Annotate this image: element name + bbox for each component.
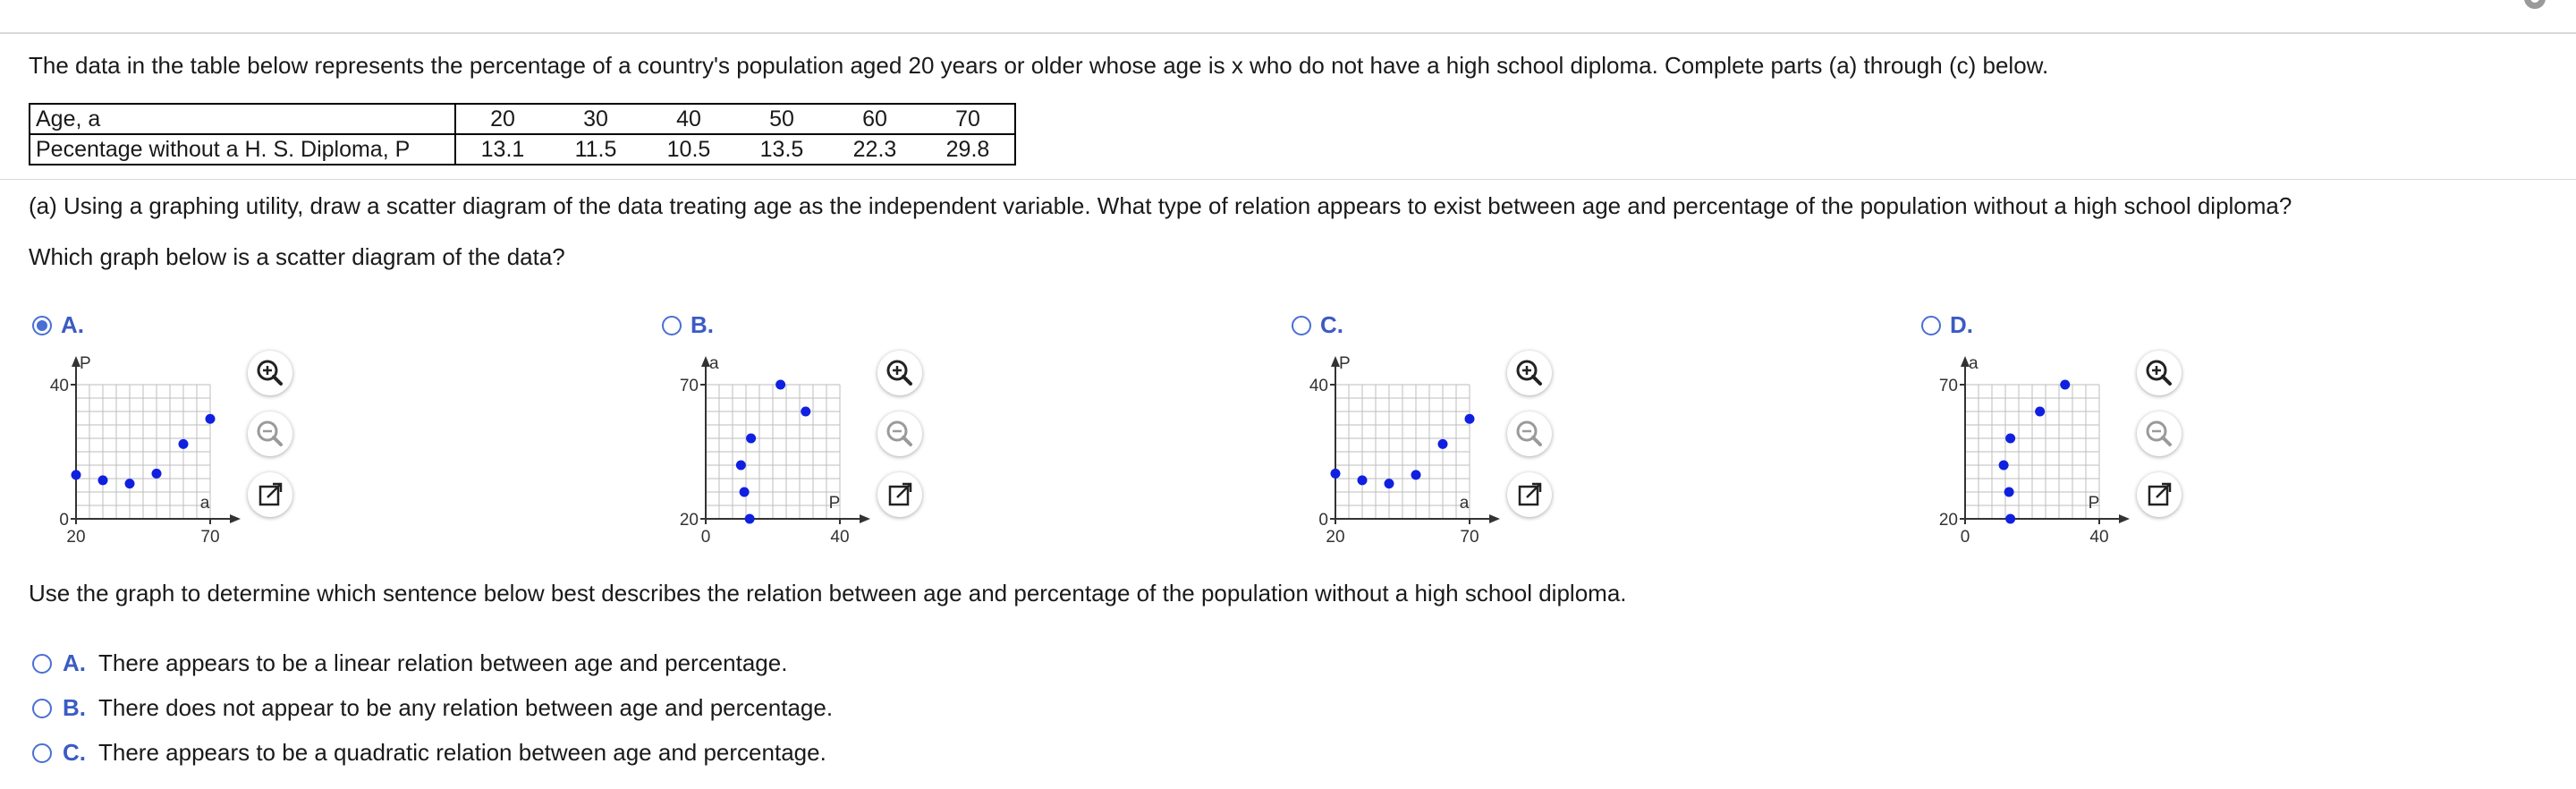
data-point — [206, 414, 216, 424]
option-label: A. — [61, 311, 84, 338]
data-point — [1465, 414, 1475, 424]
y-tick-label: 40 — [1309, 377, 1328, 395]
x-axis-label: P — [828, 494, 841, 513]
data-table — [29, 103, 1016, 165]
y-axis-label: P — [80, 354, 91, 373]
data-point — [2004, 488, 2014, 497]
x-tick-label: 0 — [1960, 528, 1970, 546]
zoom-out-icon — [1507, 411, 1552, 456]
table-row — [30, 104, 1015, 134]
radio-button[interactable] — [662, 316, 682, 335]
zoom-out-button[interactable] — [248, 411, 292, 456]
data-point — [1385, 479, 1394, 488]
radio-button[interactable] — [1292, 316, 1311, 335]
data-point — [72, 470, 81, 479]
zoom-in-button[interactable] — [248, 351, 292, 395]
grid-lines — [706, 385, 840, 519]
scatter-graph-b — [657, 349, 880, 546]
sub-question: Which graph below is a scatter diagram of the data? — [29, 243, 565, 270]
data-point — [152, 469, 162, 479]
y-axis-label: P — [1339, 354, 1351, 373]
option-label: C. — [63, 739, 86, 766]
y-axis-label: a — [1969, 354, 1979, 373]
answer-option-c[interactable] — [32, 739, 826, 767]
data-point — [746, 434, 756, 444]
x-tick-label: 70 — [1460, 528, 1479, 546]
data-point — [1438, 439, 1448, 449]
data-point — [98, 475, 108, 485]
grid-lines — [76, 385, 210, 519]
popout-button[interactable] — [248, 472, 292, 517]
row-label: Age, a — [30, 104, 455, 134]
zoom-in-icon — [248, 351, 292, 395]
x-axis-arrow — [860, 514, 870, 523]
scatter-graph-d — [1916, 349, 2140, 546]
scatter-graph-a — [27, 349, 250, 546]
table-cell: 22.3 — [828, 134, 921, 165]
table-cell: 13.1 — [455, 134, 549, 165]
x-tick-label: 0 — [700, 528, 711, 546]
x-tick-label: 20 — [66, 528, 86, 546]
popout-icon — [2137, 472, 2182, 517]
table-cell: 50 — [735, 104, 828, 134]
table-cell: 30 — [549, 104, 642, 134]
grid-lines — [1965, 385, 2099, 519]
popout-icon — [877, 472, 922, 517]
graph-option-b[interactable] — [662, 311, 714, 339]
answer-text: There appears to be a quadratic relation between age and percentage. — [98, 739, 826, 766]
y-tick-label: 70 — [1938, 377, 1958, 395]
zoom-out-icon — [248, 411, 292, 456]
gear-icon[interactable] — [2517, 0, 2553, 13]
x-tick-label: 70 — [200, 528, 220, 546]
data-point — [2005, 514, 2015, 524]
question-a: (a) Using a graphing utility, draw a scatter diagram of the data treating age as the independent variable. What type of relation appears to exist between age and percentage of the population without a high school diploma? — [29, 192, 2292, 219]
graph-option-d[interactable] — [1921, 311, 1973, 339]
data-point — [125, 479, 135, 488]
data-point — [179, 439, 189, 449]
x-tick-label: 40 — [830, 528, 850, 546]
x-axis-arrow — [2119, 514, 2130, 523]
y-tick-label: 40 — [49, 377, 69, 395]
zoom-in-button[interactable] — [877, 351, 922, 395]
answer-option-b[interactable] — [32, 694, 833, 722]
data-point — [1331, 469, 1341, 479]
data-point — [1358, 475, 1368, 485]
zoom-in-icon — [1507, 351, 1552, 395]
table-row — [30, 134, 1015, 165]
graph-option-c[interactable] — [1292, 311, 1343, 339]
radio-button[interactable] — [32, 654, 52, 674]
zoom-in-icon — [877, 351, 922, 395]
popout-icon — [248, 472, 292, 517]
data-point — [2005, 434, 2015, 444]
y-tick-label: 70 — [679, 377, 699, 395]
data-point — [745, 514, 755, 524]
x-axis-label: P — [2088, 494, 2100, 513]
option-label: C. — [1320, 311, 1343, 338]
graph-option-a[interactable] — [32, 311, 84, 339]
data-point — [1411, 470, 1421, 479]
table-cell: 13.5 — [735, 134, 828, 165]
y-tick-label: 0 — [59, 511, 69, 530]
option-label: D. — [1950, 311, 1973, 338]
zoom-out-button[interactable] — [1507, 411, 1552, 456]
popout-button[interactable] — [1507, 472, 1552, 517]
x-axis-label: a — [1459, 494, 1470, 513]
x-tick-label: 40 — [2089, 528, 2109, 546]
answer-option-a[interactable] — [32, 649, 787, 677]
data-point — [2035, 407, 2045, 417]
y-tick-label: 20 — [679, 511, 699, 530]
option-label: B. — [63, 694, 86, 721]
radio-button[interactable] — [32, 699, 52, 718]
zoom-out-icon — [2137, 411, 2182, 456]
popout-icon — [1507, 472, 1552, 517]
table-cell: 70 — [921, 104, 1015, 134]
scatter-graph-c — [1286, 349, 1510, 546]
use-graph-instruction: Use the graph to determine which sentence below best describes the relation between age and percentage of the population without a high school diploma. — [29, 580, 1627, 607]
zoom-out-button[interactable] — [877, 411, 922, 456]
y-tick-label: 20 — [1938, 511, 1958, 530]
table-cell: 11.5 — [549, 134, 642, 165]
zoom-in-icon — [2137, 351, 2182, 395]
x-tick-label: 20 — [1326, 528, 1345, 546]
data-point — [775, 380, 785, 390]
x-axis-arrow — [1489, 514, 1500, 523]
data-point — [1999, 461, 2009, 471]
radio-button[interactable] — [32, 316, 52, 335]
y-axis-label: a — [709, 354, 719, 373]
section-divider — [0, 179, 2576, 180]
row-label: Pecentage without a H. S. Diploma, P — [30, 134, 455, 165]
table-cell: 29.8 — [921, 134, 1015, 165]
top-divider — [0, 32, 2576, 34]
table-cell: 20 — [455, 104, 549, 134]
x-axis-arrow — [230, 514, 241, 523]
problem-intro: The data in the table below represents the percentage of a country's population aged 20 years or older whose age is x who do not have a high school diploma. Complete parts (a) through (c) below. — [29, 52, 2049, 79]
radio-button[interactable] — [32, 743, 52, 763]
table-cell: 40 — [642, 104, 735, 134]
grid-lines — [1335, 385, 1470, 519]
table-cell: 60 — [828, 104, 921, 134]
data-point — [801, 407, 810, 417]
y-tick-label: 0 — [1318, 511, 1328, 530]
zoom-out-icon — [877, 411, 922, 456]
option-label: A. — [63, 649, 86, 676]
zoom-out-button[interactable] — [2137, 411, 2182, 456]
data-point — [736, 461, 746, 471]
data-point — [740, 488, 750, 497]
x-axis-label: a — [199, 494, 210, 513]
option-label: B. — [691, 311, 714, 338]
zoom-in-button[interactable] — [1507, 351, 1552, 395]
table-cell: 10.5 — [642, 134, 735, 165]
data-point — [2060, 380, 2070, 390]
answer-text: There appears to be a linear relation between age and percentage. — [98, 649, 788, 676]
answer-text: There does not appear to be any relation between age and percentage. — [98, 694, 834, 721]
popout-button[interactable] — [2137, 472, 2182, 517]
zoom-in-button[interactable] — [2137, 351, 2182, 395]
popout-button[interactable] — [877, 472, 922, 517]
radio-button[interactable] — [1921, 316, 1941, 335]
